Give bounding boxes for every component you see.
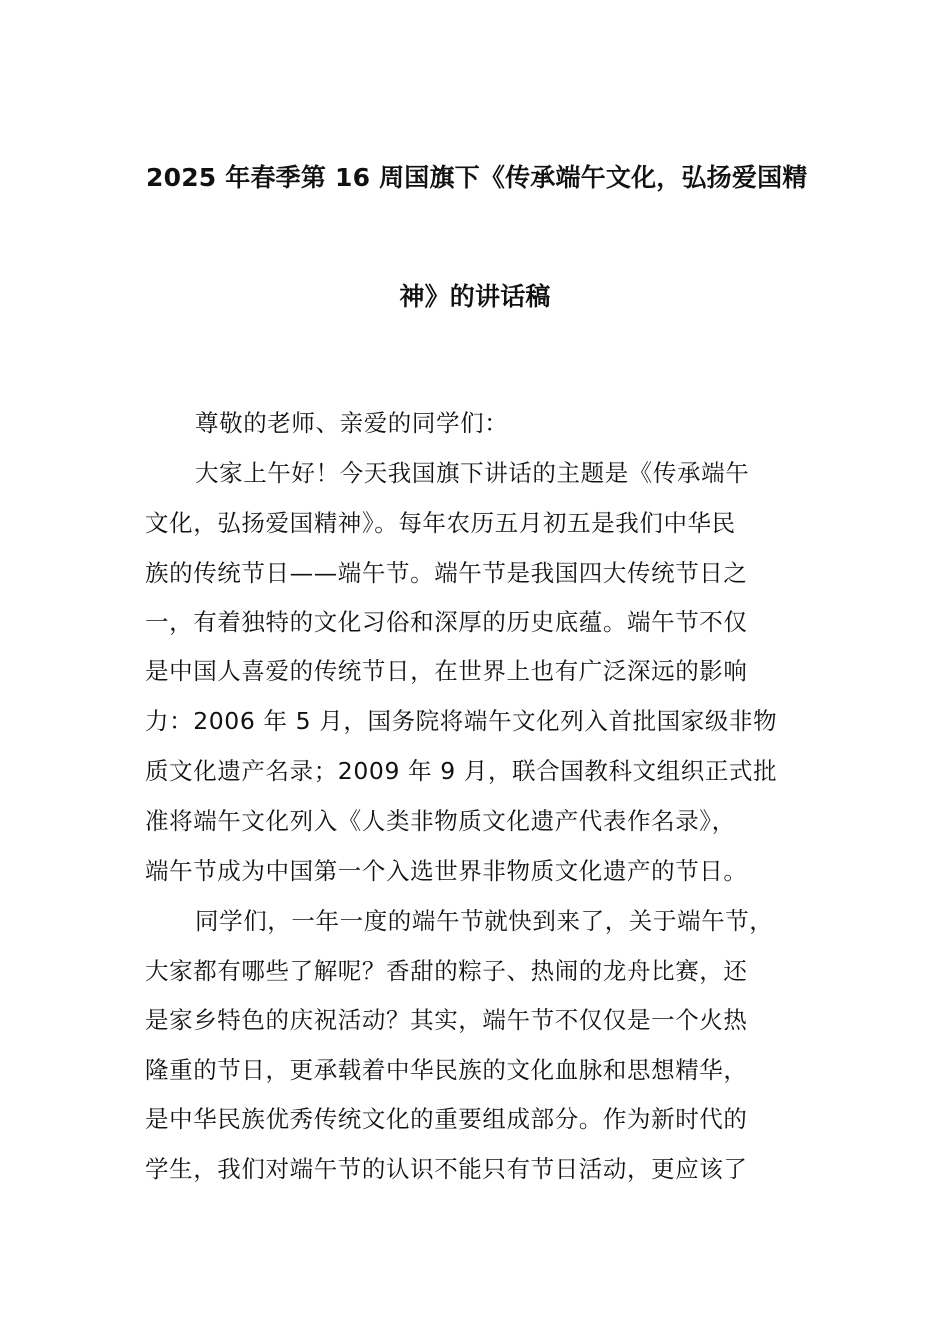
body-line: 是中华民族优秀传统文化的重要组成部分。作为新时代的 xyxy=(145,1105,748,1133)
body-line: 是中国人喜爱的传统节日，在世界上也有广泛深远的影响 xyxy=(145,657,748,685)
body-line: 大家上午好！今天我国旗下讲话的主题是《传承端午 xyxy=(195,459,750,487)
body-line: 力：2006 年 5 月，国务院将端午文化列入首批国家级非物 xyxy=(145,707,778,735)
body-line: 一，有着独特的文化习俗和深厚的历史底蕴。端午节不仅 xyxy=(145,608,748,636)
body-line: 族的传统节日——端午节。端午节是我国四大传统节日之 xyxy=(145,559,748,587)
document-title-line-1: 2025 年春季第 16 周国旗下《传承端午文化，弘扬爱国精 xyxy=(146,163,808,192)
body-line: 隆重的节日，更承载着中华民族的文化血脉和思想精华， xyxy=(145,1056,748,1084)
document-title-line-2: 神》的讲话稿 xyxy=(399,282,551,311)
body-line: 文化，弘扬爱国精神》。每年农历五月初五是我们中华民 xyxy=(145,509,736,537)
body-line: 准将端午文化列入《人类非物质文化遗产代表作名录》， xyxy=(145,807,736,835)
body-line: 同学们，一年一度的端午节就快到来了，关于端午节， xyxy=(195,907,774,935)
body-line: 学生，我们对端午节的认识不能只有节日活动，更应该了 xyxy=(145,1155,748,1183)
body-line: 大家都有哪些了解呢？香甜的粽子、热闹的龙舟比赛，还 xyxy=(145,957,748,985)
salutation: 尊敬的老师、亲爱的同学们： xyxy=(195,409,509,437)
body-line: 质文化遗产名录；2009 年 9 月，联合国教科文组织正式批 xyxy=(145,757,778,785)
body-line: 端午节成为中国第一个入选世界非物质文化遗产的节日。 xyxy=(145,857,748,885)
body-line: 是家乡特色的庆祝活动？其实，端午节不仅仅是一个火热 xyxy=(145,1006,748,1034)
